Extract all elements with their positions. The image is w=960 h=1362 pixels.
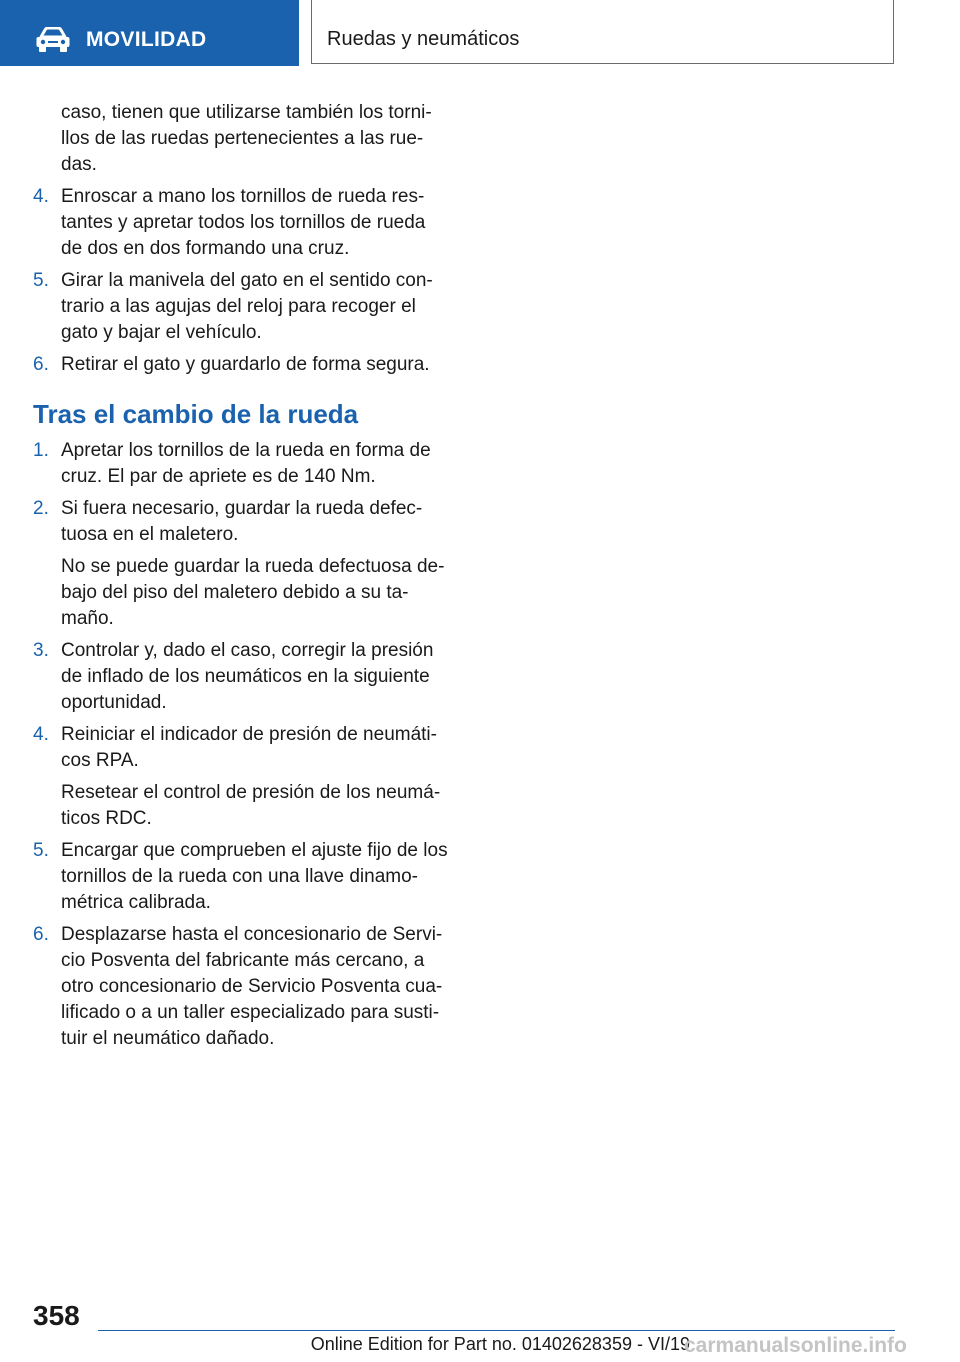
steps-list-before [33,184,448,378]
step-number: 5. [33,270,49,291]
step-body [61,352,448,378]
list-item [33,922,448,1052]
main-content [33,100,448,1058]
step-body [61,722,448,832]
step-number: 6. [33,354,49,375]
section-heading: Tras el cambio de la rueda [33,399,359,429]
section-label: MOVILIDAD [86,28,207,51]
chapter-title-box [311,0,894,64]
list-item [33,184,448,262]
list-item [33,722,448,832]
page-header [0,0,960,68]
step-text: Apretar los tornillos de la rueda en forma de cruz. El par de apriete es de 140 Nm. [61,440,431,487]
car-icon [35,27,71,53]
step-number: 4. [33,186,49,207]
steps-list-after [33,438,448,1052]
step-body [61,496,448,632]
step-text: Resetear el control de presión de los neumá-ticos RDC. [61,782,441,829]
list-item [33,438,448,490]
step-number: 4. [33,724,49,745]
section-tab[interactable] [0,0,299,66]
step-body [61,638,448,716]
list-item [33,638,448,716]
footer-divider [98,1330,895,1331]
step-number: 1. [33,440,49,461]
edition-text: Online Edition for Part no. 01402628359 - VI/19 [310,1334,690,1354]
step-text: Retirar el gato y guardarlo de forma segura. [61,354,430,375]
step-number: 2. [33,498,49,519]
list-item [33,496,448,632]
intro-continuation: caso, tienen que utilizarse también los torni-llos de las ruedas pertenecientes a las rue-das. [61,102,432,175]
step-text: Enroscar a mano los tornillos de rueda res-tantes y apretar todos los tornillos de rueda de dos en dos formando una cruz. [61,186,426,259]
step-text: Controlar y, dado el caso, corregir la presión de inflado de los neumáticos en la siguiente oportunidad. [61,640,434,713]
step-text: Encargar que comprueben el ajuste fijo de los tornillos de la rueda con una llave dinamo-métrica calibrada. [61,840,448,913]
step-body [61,922,448,1052]
step-body [61,268,448,346]
step-body [61,438,448,490]
watermark: carmanualsonline.info [684,1334,907,1357]
list-item [33,268,448,346]
page-number: 358 [33,1300,80,1331]
step-text: Desplazarse hasta el concesionario de Servi-cio Posventa del fabricante más cercano, a otro concesionario de Servicio Posventa cua-lificado o a un taller especializado para susti-tuir el neumático dañado. [61,924,443,1049]
step-text: Si fuera necesario, guardar la rueda defec-tuosa en el maletero. [61,498,423,545]
step-number: 3. [33,640,49,661]
step-text: Reiniciar el indicador de presión de neumáti-cos RPA. [61,724,437,771]
list-item [33,838,448,916]
step-text: No se puede guardar la rueda defectuosa de-bajo del piso del maletero debido a su ta-maño. [61,556,445,629]
step-text: Girar la manivela del gato en el sentido con-trario a las agujas del reloj para recoger el gato y bajar el vehículo. [61,270,433,343]
list-item [33,352,448,378]
step-number: 5. [33,840,49,861]
step-body [61,838,448,916]
chapter-title: Ruedas y neumáticos [327,28,520,50]
step-body [61,184,448,262]
step-number: 6. [33,924,49,945]
